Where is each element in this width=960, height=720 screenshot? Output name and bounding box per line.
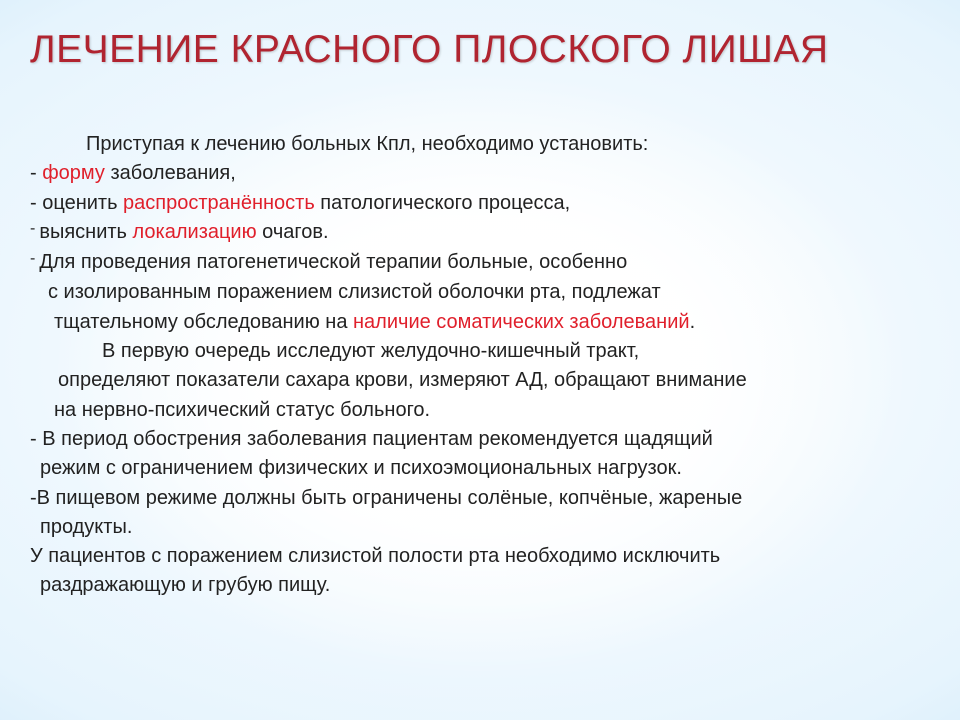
highlighted-term: наличие соматических заболеваний — [353, 310, 690, 333]
body-line — [30, 308, 930, 337]
text-segment: . — [689, 310, 696, 333]
text-segment: У пациентов с поражением слизистой полости рта необходимо исключить — [30, 545, 721, 568]
body-line — [30, 159, 930, 188]
body-line — [30, 189, 930, 218]
body-line — [30, 484, 930, 513]
text-segment: - В период обострения заболевания пациентам рекомендуется щадящий — [30, 427, 713, 450]
text-segment: с изолированным поражением слизистой оболочки рта, подлежат — [48, 281, 661, 304]
slide-body — [30, 130, 930, 601]
body-line — [30, 218, 930, 248]
text-segment: - — [30, 162, 43, 185]
text-segment: выяснить — [39, 220, 133, 243]
highlighted-term: форму — [42, 162, 105, 185]
text-segment: В первую очередь исследуют желудочно-кишечный тракт, — [102, 340, 640, 363]
text-segment: режим с ограничением физических и психоэмоциональных нагрузок. — [40, 457, 682, 480]
text-segment: заболевания, — [104, 162, 236, 185]
list-dash: - — [30, 219, 36, 237]
text-segment: патологического процесса, — [314, 191, 571, 214]
text-segment: Приступая к лечению больных Кпл, необходимо установить: — [86, 133, 649, 155]
slide-title: ЛЕЧЕНИЕ КРАСНОГО ПЛОСКОГО ЛИШАЯ — [30, 28, 829, 71]
text-segment: на нервно-психический статус больного. — [54, 398, 431, 421]
body-line — [30, 248, 930, 278]
body-line — [30, 571, 930, 600]
text-segment: определяют показатели сахара крови, измеряют АД, обращают внимание — [58, 369, 747, 392]
body-line — [30, 542, 930, 571]
text-segment: очагов. — [256, 220, 329, 243]
body-line — [30, 425, 930, 454]
text-segment: тщательному обследованию на — [54, 310, 354, 333]
highlighted-term: локализацию — [132, 220, 257, 243]
body-line — [30, 130, 930, 159]
body-line — [30, 278, 930, 307]
body-line — [30, 337, 930, 366]
body-line — [30, 454, 930, 483]
list-dash: - — [30, 250, 36, 268]
highlighted-term: распространённость — [123, 191, 315, 214]
body-line — [30, 513, 930, 542]
text-segment: - оценить — [30, 191, 124, 214]
body-line — [30, 366, 930, 395]
text-segment: продукты. — [40, 515, 133, 538]
body-line — [30, 396, 930, 425]
text-segment: раздражающую и грубую пищу. — [40, 574, 331, 597]
text-segment: Для проведения патогенетической терапии больные, особенно — [39, 251, 628, 274]
text-segment: -В пищевом режиме должны быть ограничены солёные, копчёные, жареные — [30, 486, 743, 509]
